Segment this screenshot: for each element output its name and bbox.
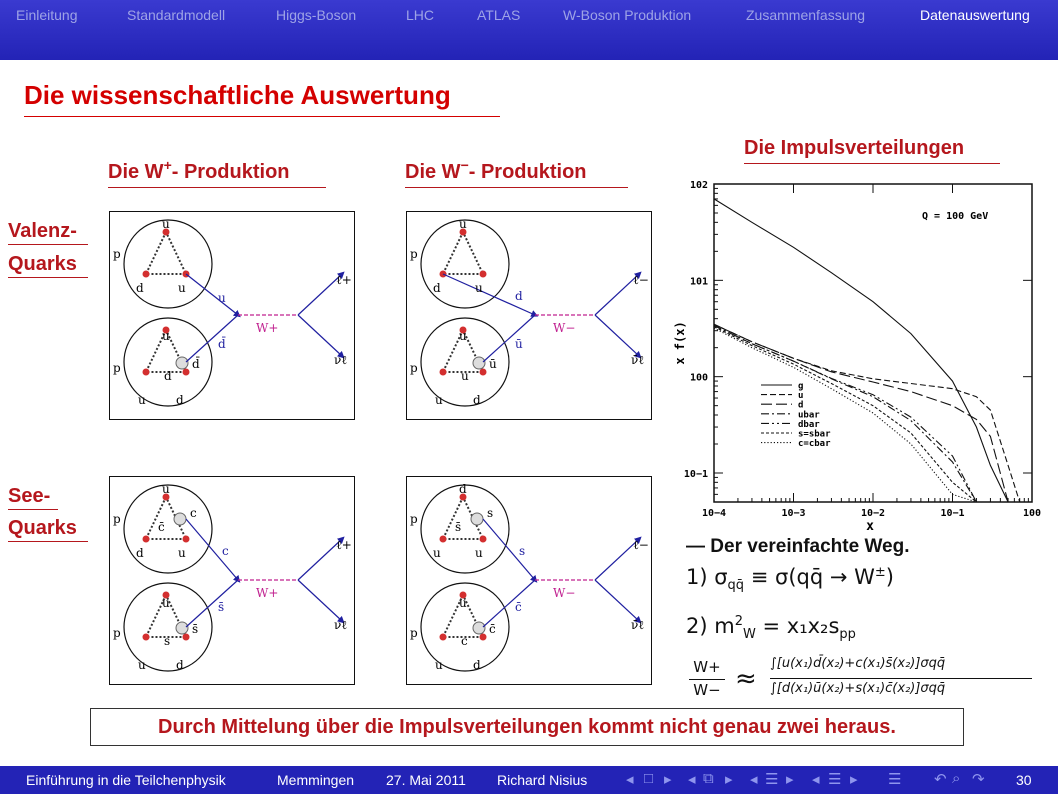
nav-forward-icon[interactable]: ↷: [972, 771, 985, 788]
plot-header-underline: [744, 163, 1000, 164]
label-w-plus: W+: [256, 321, 279, 335]
label-u: u: [178, 546, 186, 560]
label-lepton-plus: ℓ+: [336, 273, 352, 287]
quark-dot: [183, 536, 190, 543]
sea-quark-loop: [473, 622, 485, 634]
label-s: s: [164, 634, 171, 648]
quark-dot: [480, 634, 487, 641]
ratio-rhs-denominator: ∫[d(x₁)ū(x₂)+s(x₁)c̄(x₂)]σqq̄: [770, 681, 946, 696]
footer-author: Richard Nisius: [497, 772, 588, 788]
x-tick-label: 10−1: [940, 508, 965, 519]
label-p: p: [410, 512, 418, 526]
label-u: u: [218, 291, 226, 305]
ratio-numerator: W+: [693, 658, 721, 676]
label-lepton-minus: ℓ−: [633, 538, 649, 552]
label-neutrino: νℓ: [334, 353, 348, 367]
top-navigation-bar: [0, 0, 1058, 60]
label-u: u: [138, 658, 146, 672]
label-dbar: d̄: [192, 357, 200, 371]
quark-dot: [143, 536, 150, 543]
quark-dot: [143, 369, 150, 376]
quark-dot: [480, 536, 487, 543]
footer-place: Memmingen: [277, 772, 355, 788]
row-label-see-line1: See-: [8, 485, 51, 507]
col-header-w-minus-underline: [405, 187, 628, 188]
y-tick-label: 10−1: [683, 469, 708, 481]
label-ubar: ū: [515, 337, 523, 351]
quark-dot: [440, 369, 447, 376]
label-p: p: [410, 247, 418, 261]
curve-g: [714, 199, 1008, 502]
title-underline: [24, 116, 500, 117]
feynman-diagram-wminus-valence: [406, 211, 652, 420]
legend-label: s=sbar: [798, 429, 831, 440]
ratio-rhs-numerator: ∫[u(x₁)d̄(x₂)+c(x₁)s̄(x₂)]σqq̄: [770, 656, 946, 671]
label-u: u: [475, 281, 483, 295]
label-lepton-minus: ℓ−: [633, 273, 649, 287]
legend-label: u: [798, 391, 804, 402]
label-s: s: [487, 506, 494, 520]
y-tick-label: 101: [689, 276, 708, 288]
y-axis-label: x f(x): [673, 321, 687, 365]
formula-heading: — Der vereinfachte Weg.: [686, 536, 910, 557]
label-p: p: [113, 247, 121, 261]
legend-label: ubar: [798, 410, 820, 421]
label-lepton-plus: ℓ+: [336, 538, 352, 552]
chart-legend: [761, 382, 831, 450]
x-tick-label: 10−2: [860, 508, 886, 519]
curve-s=sbar: [714, 327, 990, 502]
plot-frame: [714, 184, 1032, 502]
quark-dot: [480, 369, 487, 376]
label-u: u: [459, 217, 467, 231]
label-u: u: [433, 546, 441, 560]
label-u: u: [435, 658, 443, 672]
sea-quark-loop: [174, 513, 186, 525]
label-c: c: [461, 634, 468, 648]
neutrino-line-out: [595, 315, 639, 356]
label-w-plus: W+: [256, 586, 279, 600]
nav-prev-section-icon[interactable]: ◂: [750, 771, 758, 788]
label-sbar: s̄: [192, 622, 199, 636]
row-label-see-line2: Quarks: [8, 517, 77, 539]
label-c: c: [190, 506, 197, 520]
formula-2: 2) $m^2_W = x_1x_2s_{pp}$: [686, 614, 856, 643]
nav-tab-datenauswertung[interactable]: Datenauswertung: [920, 7, 1030, 23]
label-d: d: [433, 281, 441, 295]
legend-label: g: [798, 381, 804, 392]
conclusion-callout: Durch Mittelung über die Impulsverteilungen kommt nicht genau zwei heraus.: [90, 708, 964, 746]
quark-dot: [143, 634, 150, 641]
quark-dot: [480, 271, 487, 278]
sea-quark-loop: [471, 513, 483, 525]
label-u: u: [162, 596, 170, 610]
nav-tab-higgs-boson[interactable]: Higgs-Boson: [276, 7, 357, 23]
label-u: u: [178, 281, 186, 295]
row-label-see-underline2: [8, 541, 88, 542]
label-cbar: c̄: [489, 622, 496, 636]
axis-ticks: [684, 180, 1041, 519]
ratio-bar: [689, 679, 725, 680]
x-axis-label: x: [866, 519, 874, 534]
label-ubar: ū: [489, 357, 497, 371]
quark-dot: [440, 536, 447, 543]
feynman-diagram-wplus-sea: [109, 476, 355, 685]
label-u: u: [162, 217, 170, 231]
label-dbar: d̄: [218, 337, 226, 351]
label-c: c: [222, 544, 229, 558]
label-u: u: [435, 393, 443, 407]
curve-dbar: [714, 326, 990, 503]
nav-prev-slide-icon[interactable]: ◂: [812, 771, 820, 788]
feynman-diagram-wplus-valence: [109, 211, 355, 420]
sea-quark-loop: [176, 357, 188, 369]
pdf-curves: [714, 199, 1020, 502]
col-header-w-plus-underline: [108, 187, 326, 188]
label-neutrino: νℓ: [334, 618, 348, 632]
nav-next-section-icon[interactable]: ▸: [786, 771, 794, 788]
nav-toc-icon[interactable]: ☰: [888, 771, 902, 788]
chart-annotation: Q = 100 GeV: [922, 211, 989, 222]
ratio-rhs-bar: [770, 678, 1032, 679]
x-tick-label: 100: [1022, 508, 1042, 519]
quark-dot: [143, 271, 150, 278]
sea-quark-loop: [473, 357, 485, 369]
label-p: p: [113, 361, 121, 375]
label-antineutrino: ν̄ℓ: [631, 618, 645, 632]
row-label-valenz-underline2: [8, 277, 88, 278]
y-tick-label: 102: [689, 180, 708, 191]
nav-tab-atlas[interactable]: ATLAS: [477, 7, 521, 23]
quark-dot: [183, 369, 190, 376]
footer-page-number: 30: [1016, 772, 1032, 788]
nav-next-subsection-icon[interactable]: ▸: [725, 771, 733, 788]
nav-back-icon[interactable]: ↶: [934, 771, 947, 788]
nav-tab-w-boson-produktion[interactable]: W-Boson Produktion: [563, 7, 692, 23]
col-header-w-minus: Die W−- Produktion: [405, 157, 587, 183]
neutrino-line-out: [298, 315, 342, 356]
nav-tab-lhc[interactable]: LHC: [406, 7, 435, 23]
curve-c=cbar: [714, 328, 990, 502]
legend-label: d: [798, 400, 804, 411]
label-p: p: [113, 512, 121, 526]
nav-prev-frame-icon[interactable]: ◂: [626, 771, 634, 788]
label-cbar: c̄: [158, 520, 165, 534]
row-label-valenz-line2: Quarks: [8, 253, 77, 275]
label-u: u: [461, 369, 469, 383]
row-label-valenz-line1: Valenz-: [8, 220, 77, 242]
footer-course: Einführung in die Teilchenphysik: [26, 772, 226, 788]
quark-dot: [183, 634, 190, 641]
label-d: d: [176, 393, 184, 407]
label-p: p: [410, 626, 418, 640]
nav-tab-einleitung[interactable]: Einleitung: [16, 7, 78, 23]
label-w-minus: W−: [553, 321, 576, 335]
sea-quark-loop: [176, 622, 188, 634]
label-d: d: [176, 658, 184, 672]
nav-frame-icon[interactable]: □: [644, 770, 654, 787]
label-p: p: [410, 361, 418, 375]
label-u: u: [138, 393, 146, 407]
nav-tab-zusammenfassung[interactable]: Zusammenfassung: [746, 7, 866, 23]
footer-date: 27. Mai 2011: [386, 772, 466, 788]
label-d: d: [473, 393, 481, 407]
footer-bar: [0, 766, 1058, 794]
pdf-momentum-distribution-chart: [668, 172, 1050, 534]
nav-tab-standardmodell[interactable]: Standardmodell: [127, 7, 226, 23]
label-w-minus: W−: [553, 586, 576, 600]
neutrino-line-out: [595, 580, 639, 621]
nav-search-icon[interactable]: ⌕: [952, 770, 961, 787]
label-u: u: [475, 546, 483, 560]
x-tick-label: 10−3: [781, 508, 806, 519]
approx-sign: ≈: [735, 664, 757, 694]
quark-dot: [440, 634, 447, 641]
row-label-see-underline1: [8, 509, 58, 510]
ratio-denominator: W−: [693, 681, 721, 699]
nav-subsection-icon[interactable]: ⧉: [703, 770, 714, 787]
nav-next-slide-icon[interactable]: ▸: [850, 771, 858, 788]
plot-header: Die Impulsverteilungen: [744, 137, 965, 159]
slide-title: Die wissenschaftliche Auswertung: [24, 80, 451, 110]
row-label-valenz-underline1: [8, 244, 88, 245]
curve-ubar: [714, 326, 990, 503]
label-sbar: s̄: [455, 520, 462, 534]
nav-section-icon[interactable]: ☰: [765, 771, 779, 788]
nav-slide-icon[interactable]: ☰: [828, 771, 842, 788]
x-tick-label: 10−4: [701, 508, 727, 519]
label-d: d: [473, 658, 481, 672]
label-antineutrino: ν̄ℓ: [631, 353, 645, 367]
label-d: d: [164, 369, 172, 383]
label-s: s: [519, 544, 526, 558]
nav-next-frame-icon[interactable]: ▸: [664, 771, 672, 788]
gluon-triangle-top: [146, 232, 186, 274]
legend-label: c=cbar: [798, 439, 831, 450]
quark-line-in: [186, 274, 238, 315]
label-u: u: [459, 596, 467, 610]
label-d: d: [459, 482, 467, 496]
label-d: d: [136, 281, 144, 295]
formula-1: 1) $\sigma_{qq̄}$ ≡ σ(qq̄ → W±): [686, 565, 894, 594]
neutrino-line-out: [298, 580, 342, 621]
label-d: d: [515, 289, 523, 303]
label-u: u: [162, 329, 170, 343]
y-tick-label: 100: [689, 372, 708, 384]
label-d: d: [136, 546, 144, 560]
label-p: p: [113, 626, 121, 640]
feynman-diagram-wminus-sea: [406, 476, 652, 685]
label-u: u: [459, 329, 467, 343]
label-sbar: s̄: [218, 600, 225, 614]
col-header-w-plus: Die W+- Produktion: [108, 157, 290, 183]
label-cbar: c̄: [515, 600, 522, 614]
nav-prev-subsection-icon[interactable]: ◂: [688, 771, 696, 788]
label-u: u: [162, 482, 170, 496]
gluon-triangle-top: [443, 232, 483, 274]
legend-label: dbar: [798, 419, 820, 430]
